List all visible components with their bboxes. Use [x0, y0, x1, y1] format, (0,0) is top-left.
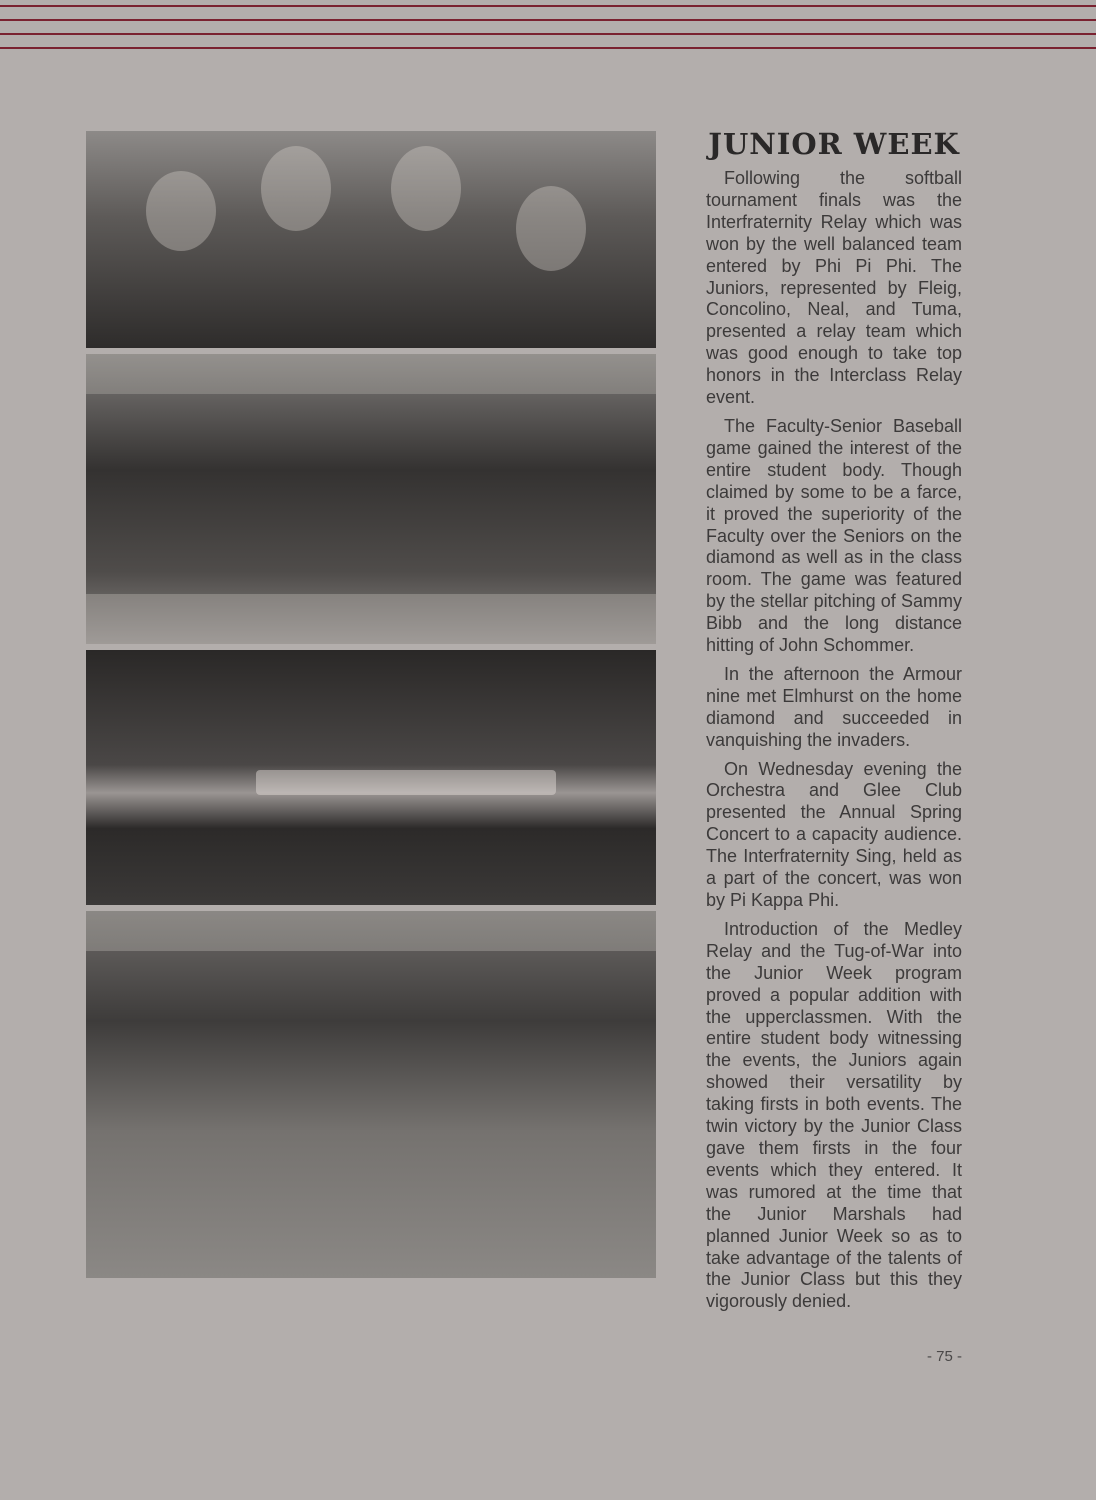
relay-team-photo	[86, 131, 656, 348]
paragraph: Following the softball tournament finals was the Interfraternity Relay which was won by the well balanced team entered by Phi Pi Phi. The Juniors, represented by Fleig, Concolino, Neal, and Tuma, presented a relay team which was good enough to take top honors in the Interclass Relay event.	[706, 168, 962, 408]
header-rule	[0, 47, 1096, 49]
article-body	[706, 168, 962, 1324]
text-column	[706, 126, 962, 1366]
header-rule	[0, 19, 1096, 21]
page-title: JUNIOR WEEK	[708, 127, 960, 161]
page-number: - 75 -	[926, 1348, 962, 1365]
faculty-baseball-photo	[86, 354, 656, 644]
paragraph: Introduction of the Medley Relay and the Tug-of-War into the Junior Week program proved a popular addition with the upperclassmen. With the entire student body witnessing the events, the Juniors again showed their versatility by taking firsts in both events. The twin victory by the Junior Class gave them firsts in the four events which they entered. It was rumored at the time that the Junior Marshals had planned Junior Week so as to take advantage of the talents of the Junior Class but this they vigorously denied.	[706, 918, 962, 1312]
tug-of-war-photo	[86, 911, 656, 1278]
paragraph: On Wednesday evening the Orchestra and Glee Club presented the Annual Spring Concert to a capacity audience. The Interfraternity Sing, held as a part of the concert, was won by Pi Kappa Phi.	[706, 758, 962, 910]
concert-photo	[86, 650, 656, 905]
header-rule	[0, 33, 1096, 35]
header-rule	[0, 5, 1096, 7]
paragraph: The Faculty-Senior Baseball game gained the interest of the entire student body. Though claimed by some to be a farce, it proved the superiority of the Faculty over the Seniors on the diamond as well as in the class room. The game was featured by the stellar pitching of Sammy Bibb and the long distance hitting of John Schommer.	[706, 415, 962, 656]
paragraph: In the afternoon the Armour nine met Elmhurst on the home diamond and succeeded in vanquishing the invaders.	[706, 663, 962, 750]
